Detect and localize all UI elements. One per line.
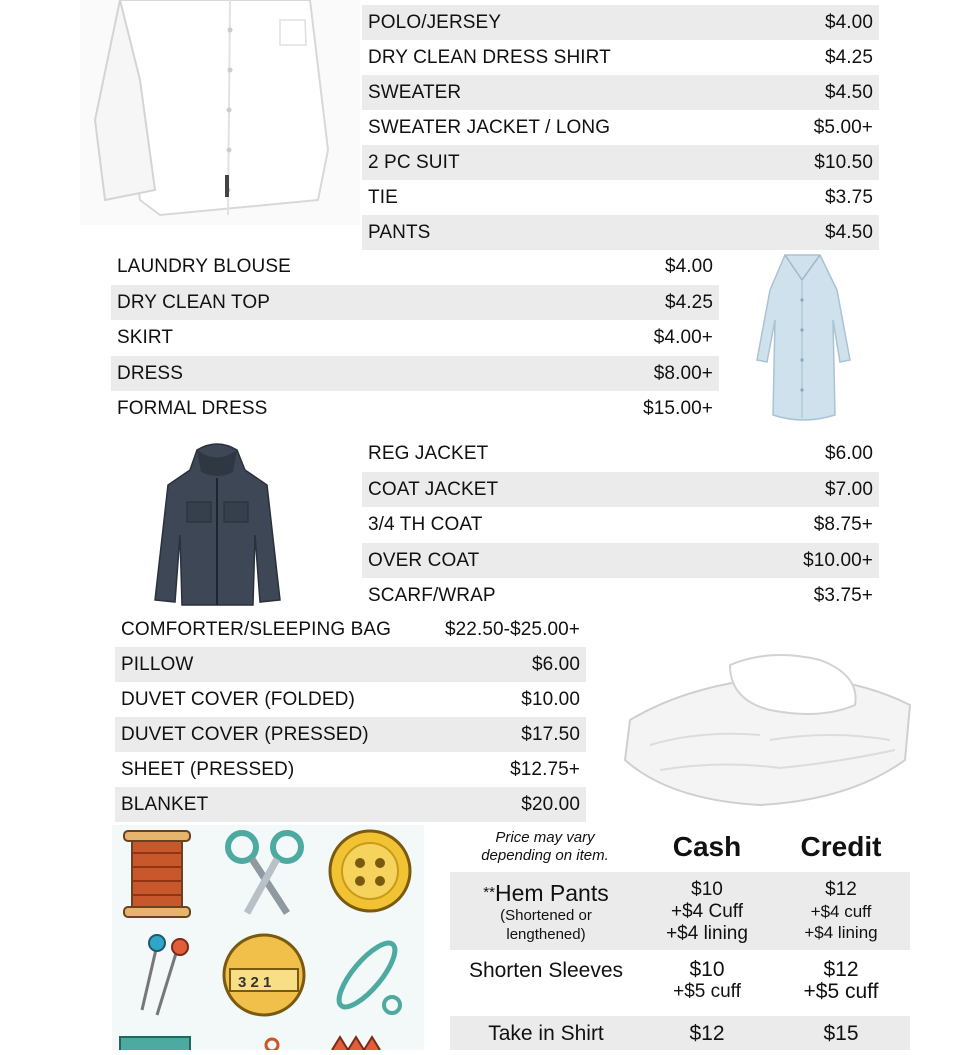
item-price: $5.00+ [813,116,873,138]
light-blue-shirt-dress-image [745,250,860,425]
table-row [450,872,910,950]
table-row [362,507,879,542]
item-name: COAT JACKET [368,478,499,500]
credit-price: $15 [823,1022,859,1045]
table-row [115,752,586,787]
item-price: $10.00+ [803,549,873,571]
item-price: $15.00+ [643,397,713,419]
navy-rain-jacket-image [145,440,290,610]
svg-text:3 2 1: 3 2 1 [238,974,272,991]
item-price: $3.75 [824,186,873,208]
table-row [362,110,879,145]
item-price: $17.50 [521,723,580,745]
item-name: LAUNDRY BLOUSE [117,255,291,277]
item-name: SWEATER JACKET / LONG [368,116,611,138]
item-price: $20.00 [521,793,580,815]
credit-price [772,879,910,943]
hem-pants-label [450,880,642,906]
table-row [115,682,586,717]
item-name: 2 PC SUIT [368,151,460,173]
table-row [362,543,879,578]
service-name [450,880,642,944]
womenswear-price-table [111,249,719,427]
table-row [362,75,879,110]
price-variance-note [450,829,640,865]
item-name: SKIRT [117,326,174,348]
table-row [362,180,879,215]
item-name: DRY CLEAN DRESS SHIRT [368,46,611,68]
table-row [115,717,586,752]
cash-column-header: Cash [672,831,742,862]
item-name: DRY CLEAN TOP [117,291,271,313]
white-comforter-image [620,650,920,810]
note-line: Price may vary [495,829,595,846]
item-price: $4.25 [664,291,713,313]
item-name: PANTS [368,221,431,243]
alterations-price-table [450,825,910,1050]
price-line: $10 [691,879,723,900]
table-row [115,612,586,647]
item-name: SWEATER [368,81,462,103]
item-name: 3/4 TH COAT [368,513,483,535]
item-price: $12.75+ [510,758,580,780]
table-row [362,578,879,613]
item-name: POLO/JERSEY [368,11,502,33]
note-line: depending on item. [481,847,609,864]
item-name: DUVET COVER (PRESSED) [121,723,369,745]
menswear-price-table [362,5,879,250]
table-row [450,950,910,1016]
table-row [111,285,719,320]
item-name: OVER COAT [368,549,480,571]
service-name: Take in Shirt [488,1022,604,1045]
item-price: $7.00 [824,478,873,500]
price-line: $12 [823,958,859,981]
item-name: FORMAL DRESS [117,397,268,419]
table-row [362,472,879,507]
item-price: $3.75+ [813,584,873,606]
item-name: SCARF/WRAP [368,584,496,606]
item-price: $4.50 [824,221,873,243]
item-name: DUVET COVER (FOLDED) [121,688,355,710]
price-line: +$4 lining [666,923,748,944]
cash-price: $12 [689,1022,725,1045]
table-row [115,787,586,822]
item-name: BLANKET [121,793,209,815]
item-name: PILLOW [121,653,194,675]
outerwear-price-table [362,436,879,614]
table-row [362,40,879,75]
item-price: $8.00+ [653,362,713,384]
cash-price [642,959,772,1003]
sewing-supplies-image [112,825,424,1050]
price-line: $12 [825,879,857,900]
table-row [111,320,719,355]
item-price: $4.00 [824,11,873,33]
credit-column-header: Credit [800,831,882,862]
credit-price [772,959,910,1003]
table-row [111,356,719,391]
white-dress-shirt-image [80,0,360,225]
item-price: $22.50-$25.00+ [444,618,580,640]
item-price: $4.50 [824,81,873,103]
cash-price [642,879,772,945]
table-row [115,647,586,682]
hem-pants-name: Hem Pants [494,880,609,906]
item-price: $4.00 [664,255,713,277]
service-name: Shorten Sleeves [468,959,624,982]
price-line: +$4 cuff [810,902,872,921]
item-name: DRESS [117,362,183,384]
table-row [362,145,879,180]
item-price: $10.00 [521,688,580,710]
price-line: +$5 cuff [803,980,879,1003]
hem-pants-note: (Shortened or [500,907,592,924]
hem-pants-prefix: ** [483,884,495,901]
price-line: $10 [689,958,725,981]
price-line: +$4 lining [804,923,878,942]
table-row [362,215,879,250]
item-price: $6.00 [824,442,873,464]
item-price: $4.25 [824,46,873,68]
table-row [362,5,879,40]
bedding-price-table [115,612,586,822]
item-name: SHEET (PRESSED) [121,758,295,780]
table-row [362,436,879,471]
table-row [111,249,719,284]
price-line: +$4 Cuff [670,901,743,922]
table-row [450,1016,910,1050]
item-price: $10.50 [814,151,873,173]
table-row [111,391,719,426]
item-price: $8.75+ [813,513,873,535]
item-name: TIE [368,186,398,208]
item-price: $6.00 [531,653,580,675]
item-name: COMFORTER/SLEEPING BAG [121,618,392,640]
item-name: REG JACKET [368,442,489,464]
price-line: +$5 cuff [673,981,741,1002]
hem-pants-note: lengthened) [506,926,586,943]
item-price: $4.00+ [653,326,713,348]
